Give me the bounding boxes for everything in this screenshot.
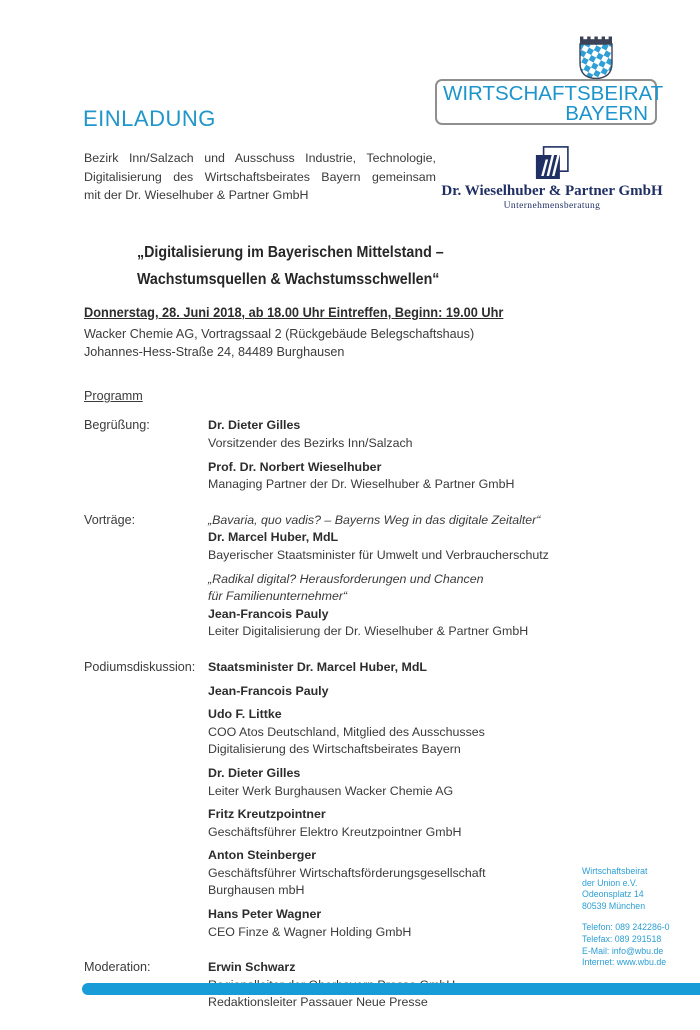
program-line: Vorsitzender des Bezirks Inn/Salzach bbox=[208, 436, 413, 450]
program-line: COO Atos Deutschland, Mitglied des Ausschusses bbox=[208, 724, 485, 739]
contact-line: Wirtschaftsbeirat bbox=[582, 866, 648, 876]
program-line: Leiter Werk Burghausen Wacker Chemie AG bbox=[208, 783, 454, 798]
page-title: EINLADUNG bbox=[83, 106, 216, 131]
program-line: Jean-Francois Pauly bbox=[208, 683, 329, 698]
intro-line: mit der Dr. Wieselhuber & Partner GmbH bbox=[84, 188, 309, 203]
wieselhuber-logo-icon bbox=[535, 146, 569, 180]
contact-line: Odeonsplatz 14 bbox=[582, 889, 644, 900]
program-entry bbox=[208, 659, 564, 677]
program-entries bbox=[208, 659, 564, 947]
event-venue-line-1: Wacker Chemie AG, Vortragssaal 2 (Rückgebäude Belegschaftshaus) bbox=[84, 327, 475, 341]
program-line: „Bavaria, quo vadis? – Bayerns Weg in das digitale Zeitalter“ bbox=[208, 512, 541, 527]
main-content bbox=[84, 239, 564, 1030]
program-line: Digitalisierung des Wirtschaftsbeirates Bayern bbox=[208, 742, 461, 757]
program-section bbox=[84, 512, 564, 647]
program-entry bbox=[208, 847, 564, 900]
company-subtitle: Unternehmensberatung bbox=[503, 201, 601, 211]
contact-block bbox=[582, 866, 694, 979]
event-title bbox=[137, 239, 530, 293]
program-line: Erwin Schwarz bbox=[208, 960, 296, 975]
program-line: Managing Partner der Dr. Wieselhuber & Partner GmbH bbox=[208, 477, 515, 492]
program-entry bbox=[208, 417, 564, 452]
badge-line-2: BAYERN bbox=[565, 102, 648, 125]
contact-address bbox=[582, 866, 694, 912]
program-entry bbox=[208, 512, 564, 565]
contact-line: Telefax: 089 291518 bbox=[582, 933, 662, 944]
program-line: Dr. Marcel Huber, MdL bbox=[208, 530, 339, 545]
program-section bbox=[84, 417, 564, 499]
program-label: Podiumsdiskussion: bbox=[84, 659, 196, 674]
program-entry bbox=[208, 683, 564, 701]
contact-line: Telefon: 089 242286-0 bbox=[582, 922, 670, 933]
contact-line: 80539 München bbox=[582, 900, 646, 911]
program-section bbox=[84, 659, 564, 947]
program-line: CEO Finze & Wagner Holding GmbH bbox=[208, 924, 412, 939]
program-line: Redaktionsleiter Passauer Neue Presse bbox=[208, 995, 428, 1010]
program-line: Bayerischer Staatsminister für Umwelt und Verbraucherschutz bbox=[208, 547, 549, 562]
program-line: Geschäftsführer Elektro Kreutzpointner GmbH bbox=[208, 824, 462, 839]
program-label: Moderation: bbox=[84, 960, 151, 975]
program-entry bbox=[208, 906, 564, 941]
program-heading: Programm bbox=[84, 389, 143, 404]
program-line: Prof. Dr. Norbert Wieselhuber bbox=[208, 459, 382, 474]
program-line: Staatsminister Dr. Marcel Huber, MdL bbox=[208, 659, 427, 674]
contact-line: der Union e.V. bbox=[582, 877, 638, 888]
contact-details bbox=[582, 922, 694, 968]
event-venue-line-2: Johannes-Hess-Straße 24, 84489 Burghausen bbox=[84, 345, 345, 360]
program-entry bbox=[208, 571, 564, 641]
program-label: Begrüßung: bbox=[84, 418, 150, 433]
program-line: Dr. Dieter Gilles bbox=[208, 765, 301, 780]
program-entries bbox=[208, 512, 564, 647]
intro-line: Digitalisierung des Wirtschaftsbeirates Bayern gemeinsam bbox=[84, 169, 436, 184]
program-entry bbox=[208, 459, 564, 494]
program-entry bbox=[208, 806, 564, 841]
footer-bar bbox=[82, 983, 700, 995]
program-list bbox=[84, 417, 564, 1018]
program-line: Jean-Francois Pauly bbox=[208, 606, 329, 621]
program-line: Geschäftsführer Wirtschaftsförderungsgesellschaft bbox=[208, 865, 486, 880]
wirtschaftsbeirat-badge bbox=[435, 79, 664, 125]
program-line: Leiter Digitalisierung der Dr. Wieselhuber & Partner GmbH bbox=[208, 624, 529, 639]
intro-paragraph bbox=[84, 149, 436, 205]
program-line: „Radikal digital? Herausforderungen und Chancen bbox=[208, 571, 484, 586]
program-entry bbox=[208, 706, 564, 759]
program-line: Hans Peter Wagner bbox=[208, 907, 322, 922]
program-label: Vorträge: bbox=[84, 512, 136, 527]
badge-line-1: WIRTSCHAFTSBEIRAT bbox=[443, 82, 664, 105]
program-entries bbox=[208, 417, 564, 499]
program-line: Udo F. Littke bbox=[208, 707, 282, 722]
company-name: Dr. Wieselhuber & Partner GmbH bbox=[441, 183, 663, 199]
event-title-line-1: „Digitalisierung im Bayerischen Mittelstand – bbox=[137, 244, 444, 261]
program-line: Fritz Kreutzpointner bbox=[208, 807, 326, 822]
program-line: für Familienunternehmer“ bbox=[208, 589, 348, 604]
bavaria-crest-icon bbox=[577, 35, 615, 82]
program-entry bbox=[208, 765, 564, 800]
program-line: Burghausen mbH bbox=[208, 883, 305, 898]
program-line: Anton Steinberger bbox=[208, 848, 317, 863]
contact-line: E-Mail: info@wbu.de bbox=[582, 945, 664, 956]
event-title-line-2: Wachstumsquellen & Wachstumsschwellen“ bbox=[137, 271, 440, 288]
intro-line: Bezirk Inn/Salzach und Ausschuss Industrie, Technologie, bbox=[84, 151, 436, 165]
wieselhuber-logo bbox=[432, 146, 672, 211]
program-line: Dr. Dieter Gilles bbox=[208, 418, 301, 433]
contact-line: Internet: www.wbu.de bbox=[582, 957, 667, 968]
event-venue bbox=[84, 325, 564, 361]
event-datetime: Donnerstag, 28. Juni 2018, ab 18.00 Uhr Eintreffen, Beginn: 19.00 Uhr bbox=[84, 305, 504, 321]
